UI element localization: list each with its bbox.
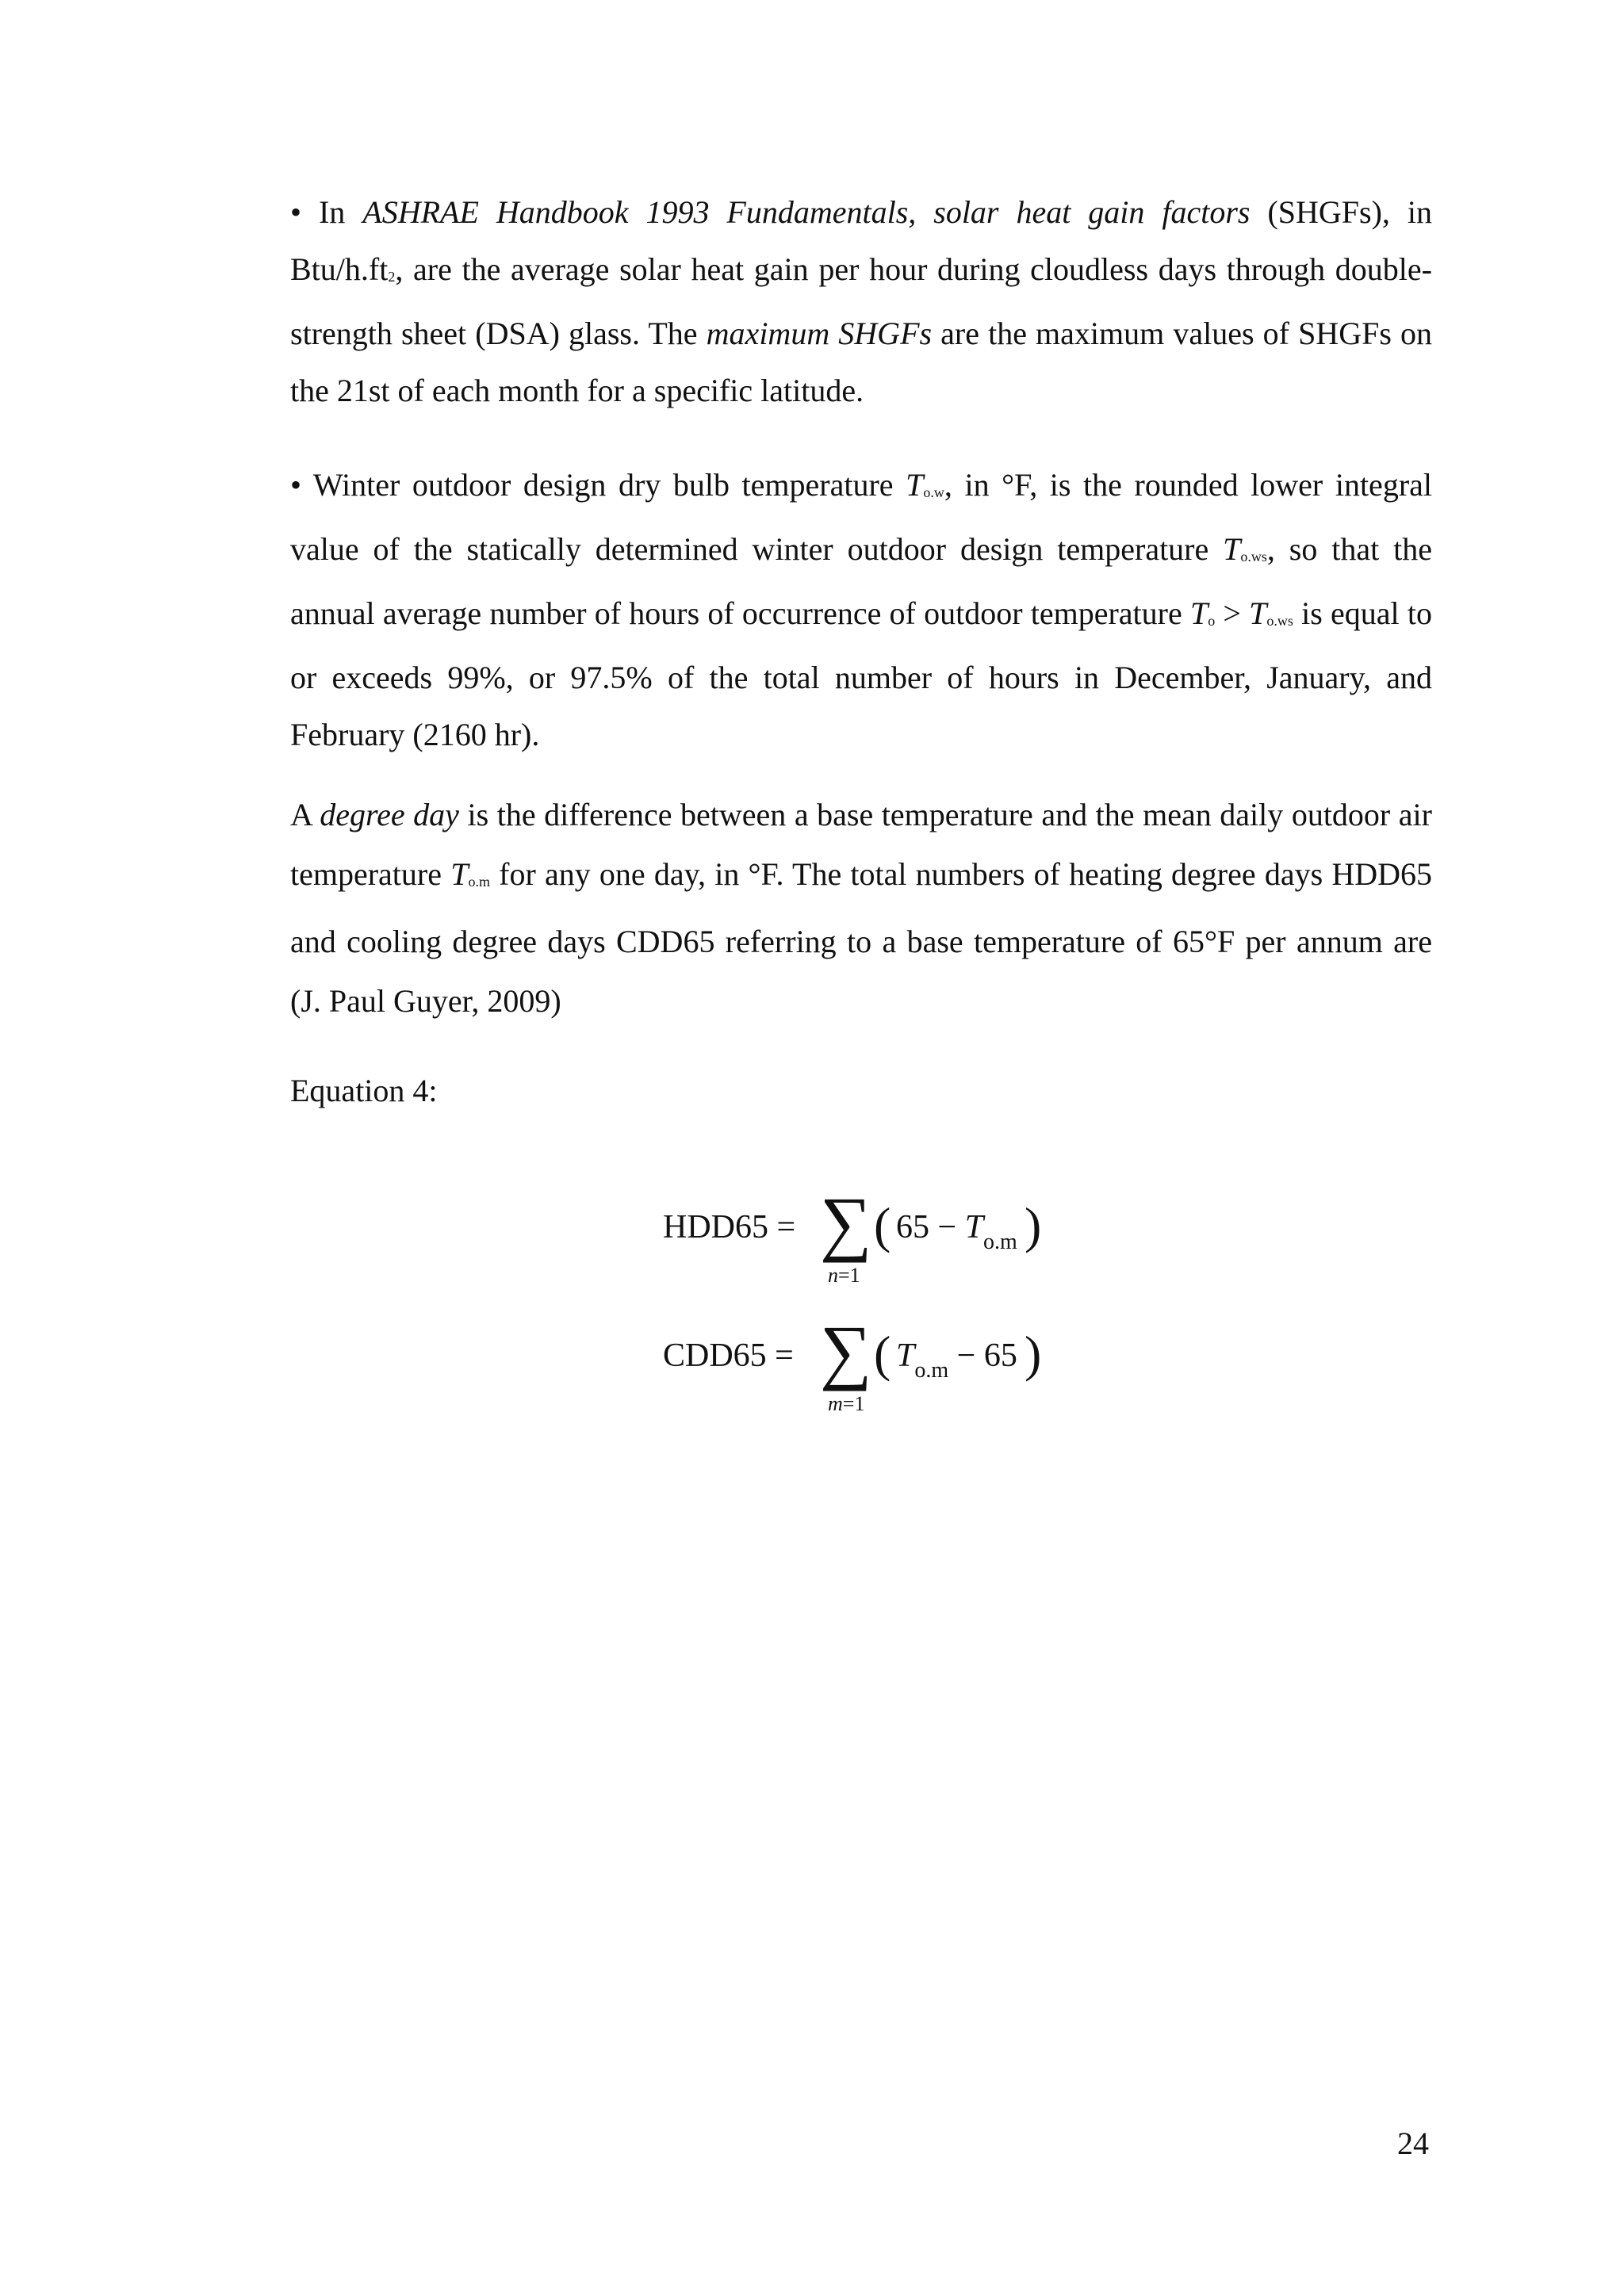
equation-cdd65 <box>658 1310 1071 1421</box>
equation-block <box>658 1181 1071 1427</box>
variable: T <box>450 856 469 892</box>
close-paren: ) <box>1025 1197 1042 1253</box>
bullet: • <box>290 467 302 503</box>
equation-lhs: HDD65 = <box>663 1209 796 1246</box>
summation-symbol: ∑ <box>820 1311 872 1391</box>
equation-expression: $65 - T_{o.m}$ <box>896 1209 1017 1254</box>
variable: T <box>906 467 924 503</box>
page-number: 24 <box>1397 2126 1429 2161</box>
variable: T <box>1189 595 1208 631</box>
italic-term: degree day <box>320 797 459 832</box>
paragraph-degree-day: A degree day is the difference between a base temperature and the mean daily outdoor air temperature To.m for any one day, in °F. The total numbers of heating degree days HDD65 and cooling degree days CDD65 referring to a base temperature of 65°F per annum are (J. Paul Guyer, 2009) <box>290 797 1432 1019</box>
close-paren: ) <box>1025 1326 1042 1382</box>
equation-label: Equation 4: <box>290 1073 438 1108</box>
variable: T <box>1249 595 1267 631</box>
subscript: o.m <box>468 874 490 890</box>
summation-index: m=1 <box>828 1392 865 1415</box>
subscript: 2 <box>388 269 396 285</box>
open-paren: ( <box>874 1197 891 1253</box>
summation-symbol: ∑ <box>820 1182 872 1263</box>
italic-term: ASHRAE Handbook 1993 Fundamentals, solar heat gain factors <box>362 194 1251 230</box>
paragraph-winter-design-temperature: • Winter outdoor design dry bulb temperature To.w, in °F, is the rounded lower integral value of the statically determined winter outdoor design temperature To.ws, so that the annual average number of hours of occurrence of outdoor temperature To > To.ws is equal to or exceeds 99%, or 97.5% of the total number of hours in December, January, and February (2160 hr). <box>290 467 1433 752</box>
equation-hdd65 <box>658 1181 1071 1292</box>
italic-term: maximum SHGFs <box>706 316 933 351</box>
subscript: o.w <box>923 484 944 500</box>
summation-index: n=1 <box>828 1264 860 1287</box>
subscript: o.ws <box>1240 549 1267 564</box>
open-paren: ( <box>874 1326 891 1382</box>
bullet: • <box>290 194 302 230</box>
subscript: o.ws <box>1266 613 1293 629</box>
variable: T <box>1223 531 1241 567</box>
equation-expression: $T_{o.m} - 65$ <box>896 1337 1017 1383</box>
paragraph-shgf: • In ASHRAE Handbook 1993 Fundamentals, solar heat gain factors (SHGFs), in Btu/h.ft2, are the average solar heat gain per hour during cloudless days through double-strength sheet (DSA) glass. The maximum SHGFs are the maximum values of SHGFs on the 21st of each month for a specific latitude. <box>290 194 1432 408</box>
subscript: o <box>1208 613 1216 629</box>
equation-lhs: CDD65 = <box>663 1337 794 1374</box>
